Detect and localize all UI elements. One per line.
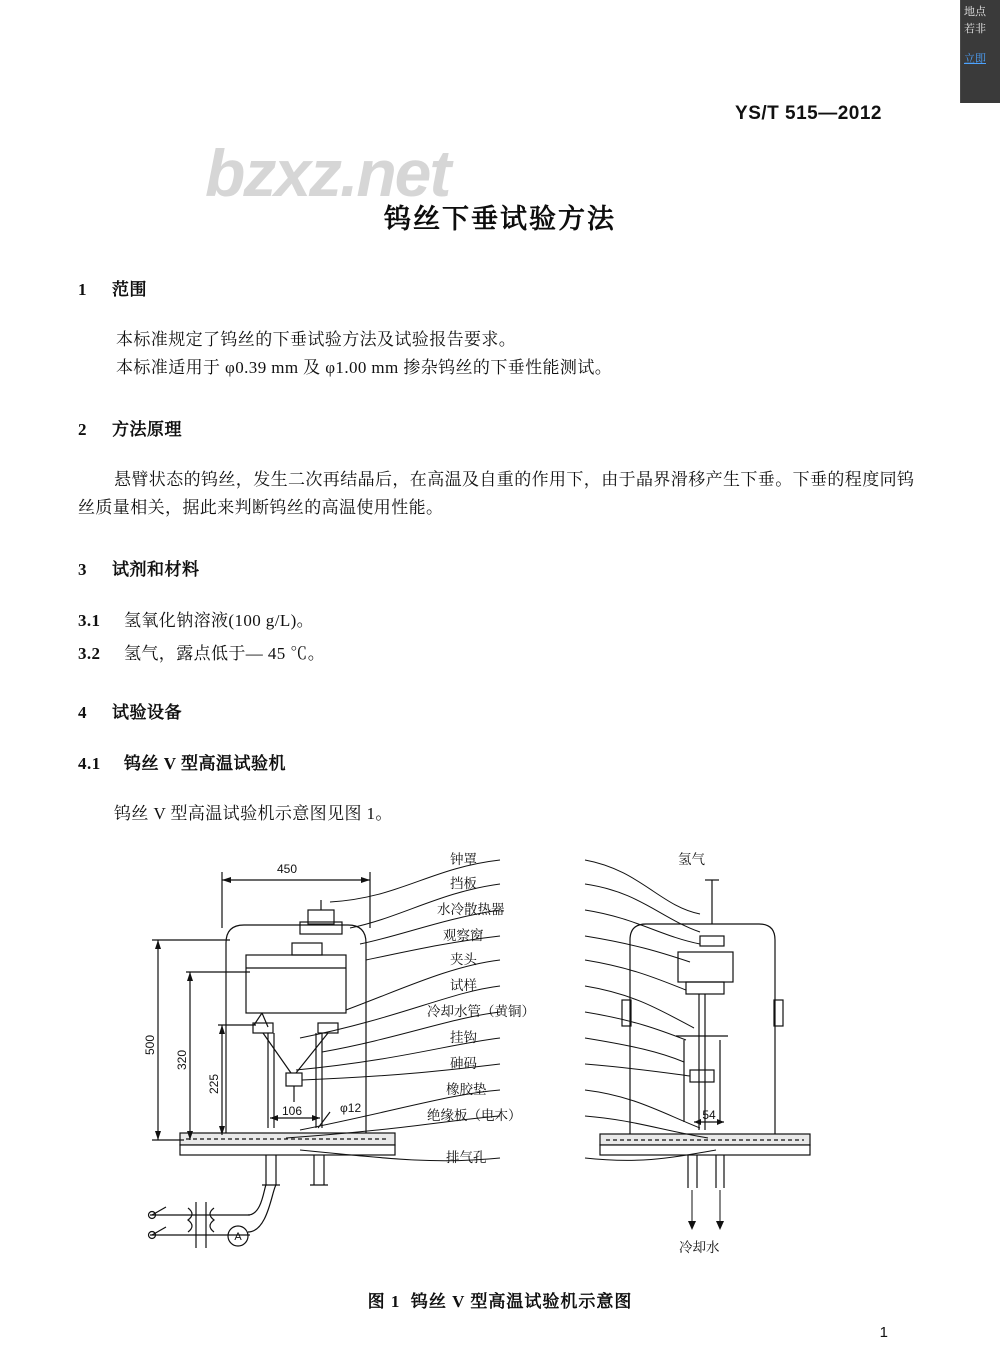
section-heading-3 xyxy=(78,555,923,580)
item-number-3-1: 3.1 xyxy=(78,611,101,631)
standard-number: YS/T 515—2012 xyxy=(735,103,882,124)
section-title-4: 试验设备 xyxy=(112,703,182,723)
callout-observation-window: 观察窗 xyxy=(443,928,484,943)
subsection-number-4-1: 4.1 xyxy=(78,754,101,774)
section-number-2: 2 xyxy=(78,420,87,440)
dim-54: 54 xyxy=(702,1108,716,1122)
section-number-4: 4 xyxy=(78,703,87,723)
section-title-1: 范围 xyxy=(112,280,147,299)
dim-106: 106 xyxy=(281,1104,303,1118)
callout-weight: 砷码 xyxy=(450,1056,477,1071)
dim-225: 225 xyxy=(207,1073,221,1095)
overlay-side-panel[interactable] xyxy=(960,0,1000,103)
item-text-3-2: 氢气，露点低于— 45 ℃。 xyxy=(124,644,326,664)
section-1-paragraph-2: 本标准适用于 φ0.39 mm 及 φ1.00 mm 掺杂钨丝的下垂性能测试。 xyxy=(116,357,613,377)
callout-cooling-pipe: 冷却水管（黄铜） xyxy=(427,1004,535,1019)
subsection-4-1-paragraph: 钨丝 V 型高温试验机示意图见图 1。 xyxy=(114,804,393,824)
page-title: 钨丝下垂试验方法 xyxy=(384,204,616,234)
label-hydrogen: 氢气 xyxy=(678,852,705,867)
section-1-paragraph-1: 本标准规定了钨丝的下垂试验方法及试验报告要求。 xyxy=(116,330,517,349)
label-cooling-water: 冷却水 xyxy=(679,1240,720,1255)
dim-450: 450 xyxy=(276,862,298,876)
figure-1 xyxy=(0,840,1000,1300)
item-number-3-2: 3.2 xyxy=(78,644,101,664)
callout-hook: 挂钩 xyxy=(450,1030,477,1045)
figure-caption: 图 1 钨丝 V 型高温试验机示意图 xyxy=(367,1292,633,1311)
dim-500: 500 xyxy=(143,1034,157,1056)
section-number-3: 3 xyxy=(78,560,87,580)
callout-exhaust-hole: 排气孔 xyxy=(446,1150,487,1165)
section-title-3: 试剂和材料 xyxy=(112,560,200,580)
section-heading-4 xyxy=(78,698,923,723)
side-panel-line-1: 地点 xyxy=(964,6,986,18)
callout-water-cooled-radiator: 水冷散热器 xyxy=(437,902,505,917)
dim-320: 320 xyxy=(175,1049,189,1071)
ammeter-label: A xyxy=(234,1231,242,1243)
callout-sample: 试样 xyxy=(450,978,477,993)
item-text-3-1: 氢氧化钠溶液(100 g/L)。 xyxy=(124,611,315,631)
document-body xyxy=(78,275,923,828)
watermark: bzxz.net xyxy=(205,136,450,210)
callout-bell-jar: 钟罩 xyxy=(450,852,477,867)
section-title-2: 方法原理 xyxy=(112,420,182,440)
subsection-heading-4-1 xyxy=(78,749,923,774)
dim-phi12: φ12 xyxy=(340,1101,362,1115)
callout-rubber-pad: 橡胶垫 xyxy=(446,1082,487,1097)
section-heading-2 xyxy=(78,415,923,440)
callout-baffle: 挡板 xyxy=(450,876,477,891)
section-heading-1 xyxy=(78,275,923,300)
section-2-paragraph-1: 悬臂状态的钨丝，发生二次再结晶后，在高温及自重的作用下，由于晶界滑移产生下垂。下垂的程度同钨丝质量相关，据此来判断钨丝的高温使用性能。 xyxy=(78,470,915,517)
side-panel-action-link[interactable]: 立即 xyxy=(964,53,986,65)
subsection-title-4-1: 钨丝 V 型高温试验机 xyxy=(124,754,286,774)
figure-1-svg xyxy=(0,840,1000,1300)
section-number-1: 1 xyxy=(78,280,87,299)
side-panel-line-2: 若非 xyxy=(964,22,986,35)
callout-clamp: 夹头 xyxy=(450,952,477,967)
page-number: 1 xyxy=(879,1324,888,1341)
callout-insulation-board: 绝缘板（电木） xyxy=(427,1108,522,1123)
item-3-1 xyxy=(78,606,923,631)
item-3-2 xyxy=(78,639,923,664)
